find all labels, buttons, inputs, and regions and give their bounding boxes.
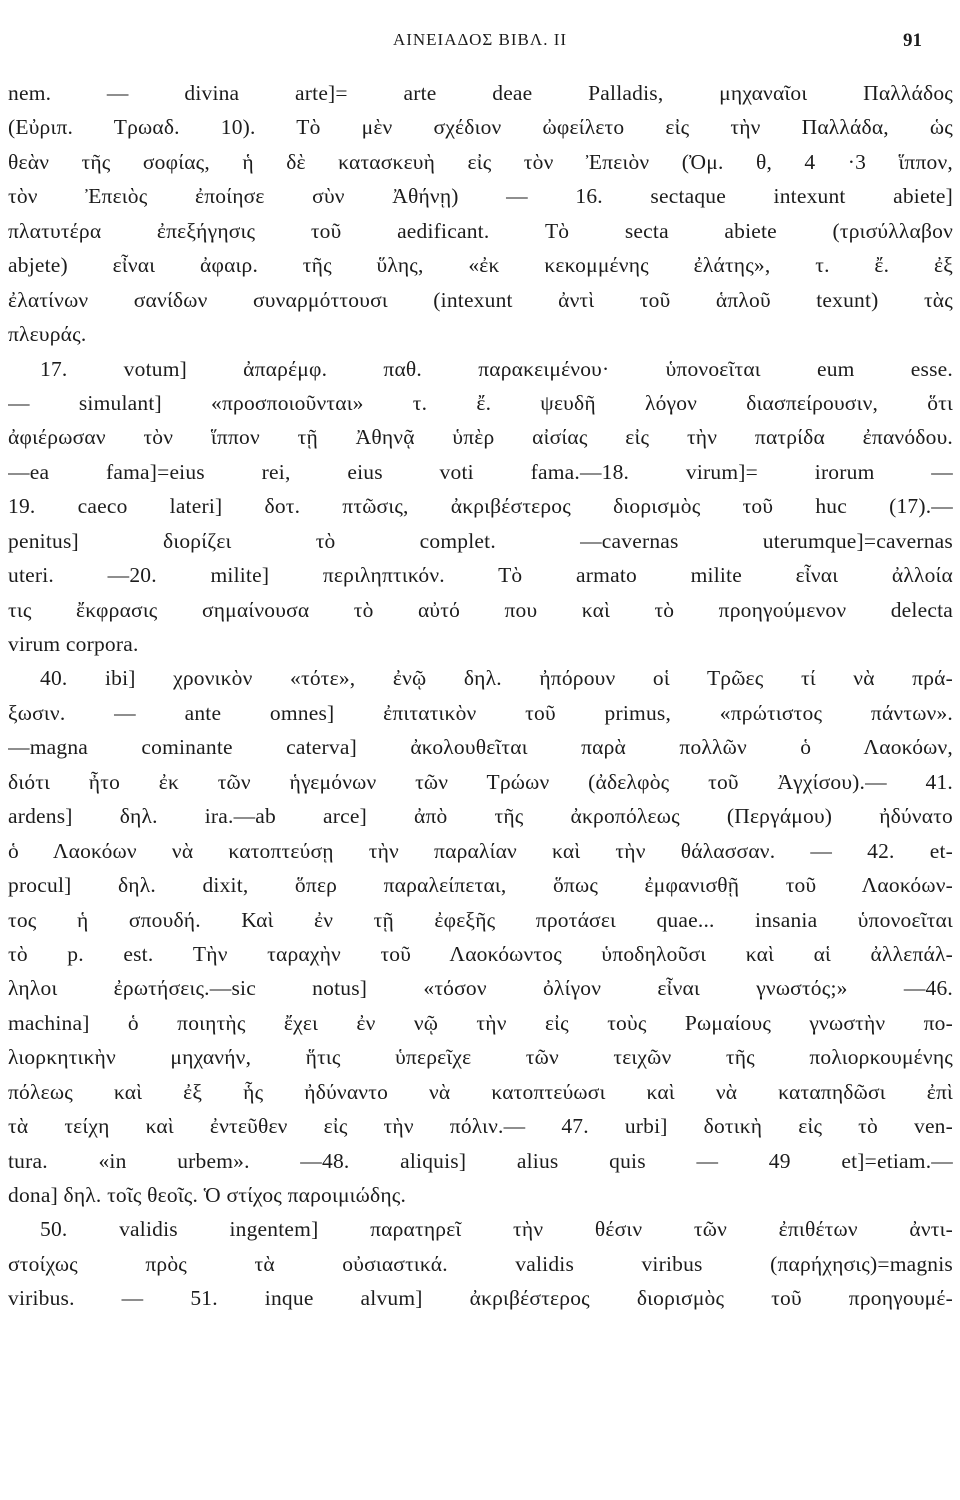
running-head: ΑΙΝΕΙΑΔΟΣ ΒΙΒΛ. II bbox=[392, 30, 568, 49]
text-line: 50. validis ingentem] παρατηρεῖ τὴν θέσιν τῶν ἐπιθέτων ἀντι- bbox=[40, 1217, 953, 1242]
text-line: machina] ὁ ποιητὴς ἔχει ἐν νῷ τὴν εἰς τοὺς Ρωμαίους γνωστὴν πο- bbox=[8, 1010, 953, 1035]
text-line: ἐλατίνων σανίδων συναρμόττουσι (intexunt ἀντὶ τοῦ ἁπλοῦ texunt) τὰς bbox=[8, 287, 953, 312]
text-line: tura. «in urbem». —48. aliquis] alius quis — 49 et]=etiam.— bbox=[8, 1148, 953, 1173]
text-line: —ea fama]=eius rei, eius voti fama.—18. virum]= irorum — bbox=[8, 459, 953, 484]
page-number: 91 bbox=[903, 30, 922, 51]
commentary-text bbox=[8, 76, 953, 1316]
text-line: ardens] δηλ. ira.—ab arce] ἀπὸ τῆς ἀκροπόλεως (Περγάμου) ἠδύνατο bbox=[8, 804, 953, 829]
text-line: πόλεως καὶ ἐξ ἧς ἠδύναντο νὰ κατοπτεύωσι καὶ νὰ καταπηδῶσι ἐπὶ bbox=[8, 1079, 953, 1104]
text-line: dona] δηλ. τοῖς θεοῖς. Ὁ στίχος παροιμιώδης. bbox=[8, 1183, 407, 1207]
text-line: nem. — divina arte]= arte deae Palladis, μηχαναῖοι Παλλάδος bbox=[8, 81, 953, 105]
text-line: 19. caeco lateri] δοτ. πτῶσις, ἀκριβέστερος διορισμὸς τοῦ huc (17).— bbox=[8, 494, 953, 519]
text-line: penitus] διορίζει τὸ complet. —cavernas uterumque]=cavernas bbox=[8, 528, 953, 553]
text-line: τὸν Ἐπειὸς ἐποίησε σὺν Ἀθήνῃ) — 16. sectaque intexunt abiete] bbox=[8, 184, 953, 209]
text-line: τὸ p. est. Τὴν ταραχὴν τοῦ Λαοκόωντος ὑποδηλοῦσι καὶ αἱ ἀλλεπάλ- bbox=[8, 941, 953, 966]
text-line: —magna cominante caterva] ἀκολουθεῖται παρὰ πολλῶν ὁ Λαοκόων, bbox=[8, 735, 953, 760]
text-line: στοίχως πρὸς τὰ οὐσιαστικά. validis viribus (παρήχησις)=magnis bbox=[8, 1251, 953, 1276]
text-line: 17. votum] ἀπαρέμφ. παθ. παρακειμένου· ὑπονοεῖται eum esse. bbox=[40, 356, 953, 381]
text-line: ὁ Λαοκόων νὰ κατοπτεύσῃ τὴν παραλίαν καὶ τὴν θάλασσαν. — 42. et- bbox=[8, 838, 953, 863]
text-line: ξωσιν. — ante omnes] ἐπιτατικὸν τοῦ primus, «πρώτιστος πάντων». bbox=[8, 700, 953, 725]
text-line: uteri. —20. milite] περιληπτικόν. Τὸ armato milite εἶναι ἀλλοία bbox=[8, 563, 953, 588]
text-line: τις ἔκφρασις σημαίνουσα τὸ αὐτό που καὶ τὸ προηγούμενον delecta bbox=[8, 597, 953, 622]
text-line: ληλοι ἐρωτήσεις.—sic notus] «τόσον ὀλίγον εἶναι γνωστός;» —46. bbox=[8, 976, 953, 1001]
text-line: τὰ τείχη καὶ ἐντεῦθεν εἰς τὴν πόλιν.— 47. urbi] δοτικὴ εἰς τὸ ven- bbox=[8, 1114, 953, 1139]
page-header bbox=[0, 30, 960, 60]
text-line: — simulant] «προσποιοῦνται» τ. ἔ. ψευδῆ λόγον διασπείρουσιν, ὅτι bbox=[8, 390, 953, 415]
text-line: θεὰν τῆς σοφίας, ἡ δὲ κατασκευὴ εἰς τὸν Ἐπειὸν (Ὀμ. θ, 4 ·3 ἵππον, bbox=[8, 149, 953, 174]
text-line: λιορκητικὴν μηχανήν, ἥτις ὑπερεῖχε τῶν τειχῶν τῆς πολιορκουμένης bbox=[8, 1045, 953, 1070]
text-line: πλατυτέρα ἐπεξήγησις τοῦ aedificant. Τὸ secta abiete (τρισύλλαβον bbox=[8, 218, 953, 243]
text-line: πλευράς. bbox=[8, 322, 87, 347]
text-line: διότι ἦτο ἐκ τῶν ἡγεμόνων τῶν Τρώων (ἀδελφὸς τοῦ Ἀγχίσου).— 41. bbox=[8, 769, 953, 794]
text-line: virum corpora. bbox=[8, 632, 139, 656]
text-line: (Εὐριπ. Τρωαδ. 10). Τὸ μὲν σχέδιον ὠφείλετο εἰς τὴν Παλλάδα, ὡς bbox=[8, 115, 953, 140]
text-line: abjete) εἶναι ἀφαιρ. τῆς ὕλης, «ἐκ κεκομμένης ἐλάτης», τ. ἔ. ἐξ bbox=[8, 253, 953, 278]
text-line: 40. ibi] χρονικὸν «τότε», ἐνῷ δηλ. ἠπόρουν οἱ Τρῶες τί νὰ πρά- bbox=[40, 666, 953, 691]
text-line: ἀφιέρωσαν τὸν ἵππον τῇ Ἀθηνᾷ ὑπὲρ αἰσίας εἰς τὴν πατρίδα ἐπανόδου. bbox=[8, 425, 953, 450]
text-line: viribus. — 51. inque alvum] ἀκριβέστερος διορισμὸς τοῦ προηγουμέ- bbox=[8, 1286, 953, 1311]
text-line: τος ἡ σπουδή. Καὶ ἐν τῇ ἐφεξῆς προτάσει quae... insania ὑπονοεῖται bbox=[8, 907, 953, 932]
text-line: procul] δηλ. dixit, ὅπερ παραλείπεται, ὅπως ἐμφανισθῇ τοῦ Λαοκόων- bbox=[8, 873, 953, 898]
